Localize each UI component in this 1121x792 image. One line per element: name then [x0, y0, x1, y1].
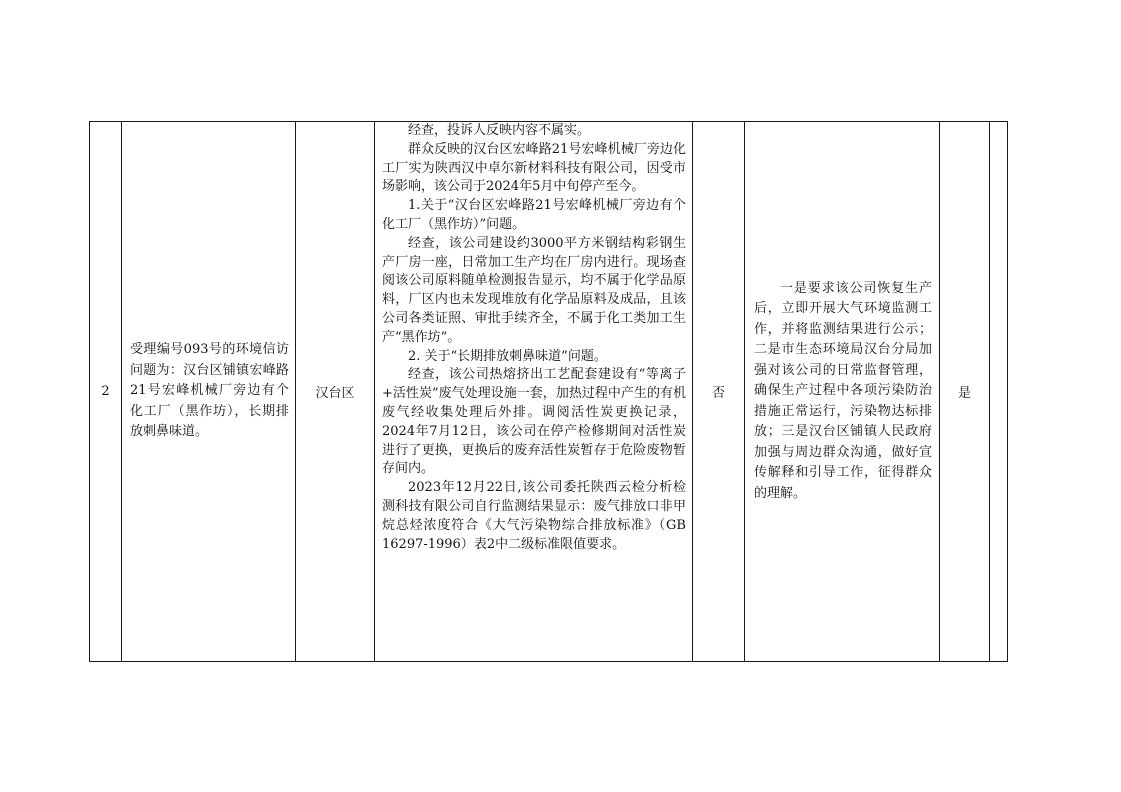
district-cell: [296, 122, 375, 662]
remark-cell: [990, 122, 1008, 662]
row-number-cell: [90, 122, 122, 662]
investigation-content-cell: [375, 122, 693, 662]
issue-description: 受理编号093号的环境信访问题为：汉台区铺镇宏峰路21号宏峰机械厂旁边有个化工厂（黑作坊），长期排放刺鼻味道。: [130, 342, 289, 440]
investigation-paragraph: 经查，投诉人反映内容不属实。: [408, 123, 591, 138]
is-resolved-cell: [940, 122, 990, 662]
issue-description-cell: [122, 122, 296, 662]
investigation-paragraph: 经查，该公司热熔挤出工艺配套建设有“等离子+活性炭”废气处理设施一套，加热过程中产生的有机废气经收集处理后外排。调阅活性炭更换记录，2024年7月12日，该公司在停产检修期间对活性炭进行了更换，更换后的废弃活性炭暂存于危险废物暂存间内。: [382, 367, 686, 477]
district-name: 汉台区: [315, 386, 355, 401]
investigation-paragraph: 1.关于“汉台区宏峰路21号宏峰机械厂旁边有个化工厂（黑作坊）”问题。: [382, 198, 686, 232]
is-true-cell: [693, 122, 745, 662]
table-row: [90, 122, 1008, 662]
measures-text: 一是要求该公司恢复生产后，立即开展大气环境监测工作，并将监测结果进行公示；二是市生态环境局汉台分局加强对该公司的日常监督管理，确保生产过程中各项污染防治措施正常运行，污染物达标排放；三是汉台区铺镇人民政府加强与周边群众沟通，做好宣传解释和引导工作，征得群众的理解。: [754, 280, 932, 501]
row-number: 2: [101, 384, 110, 399]
investigation-paragraph: 2. 关于“长期排放刺鼻味道”问题。: [408, 348, 607, 364]
investigation-paragraph: 经查，该公司建设约3000平方米钢结构彩钢生产厂房一座，日常加工生产均在厂房内进行。现场查阅该公司原料随单检测报告显示，均不属于化学品原料，厂区内也未发现堆放有化学品原料及成品，且该公司各类证照、审批手续齐全，不属于化工类加工生产“黑作坊”。: [382, 235, 686, 345]
petition-table: [89, 121, 1008, 662]
investigation-paragraph: 群众反映的汉台区宏峰路21号宏峰机械厂旁边化工厂实为陕西汉中卓尔新材料科技有限公司，因受市场影响，该公司于2024年5月中旬停产至今。: [382, 141, 686, 195]
is-resolved-value: 是: [957, 386, 971, 401]
investigation-paragraph: 2023年12月22日,该公司委托陕西云检分析检测科技有限公司自行监测结果显示：废气排放口非甲烷总烃浓度符合《大气污染物综合排放标准》（GB 16297-1996）表2中二级标准限值要求。: [382, 480, 686, 552]
measures-cell: [745, 122, 940, 662]
is-true-value: 否: [711, 386, 725, 401]
